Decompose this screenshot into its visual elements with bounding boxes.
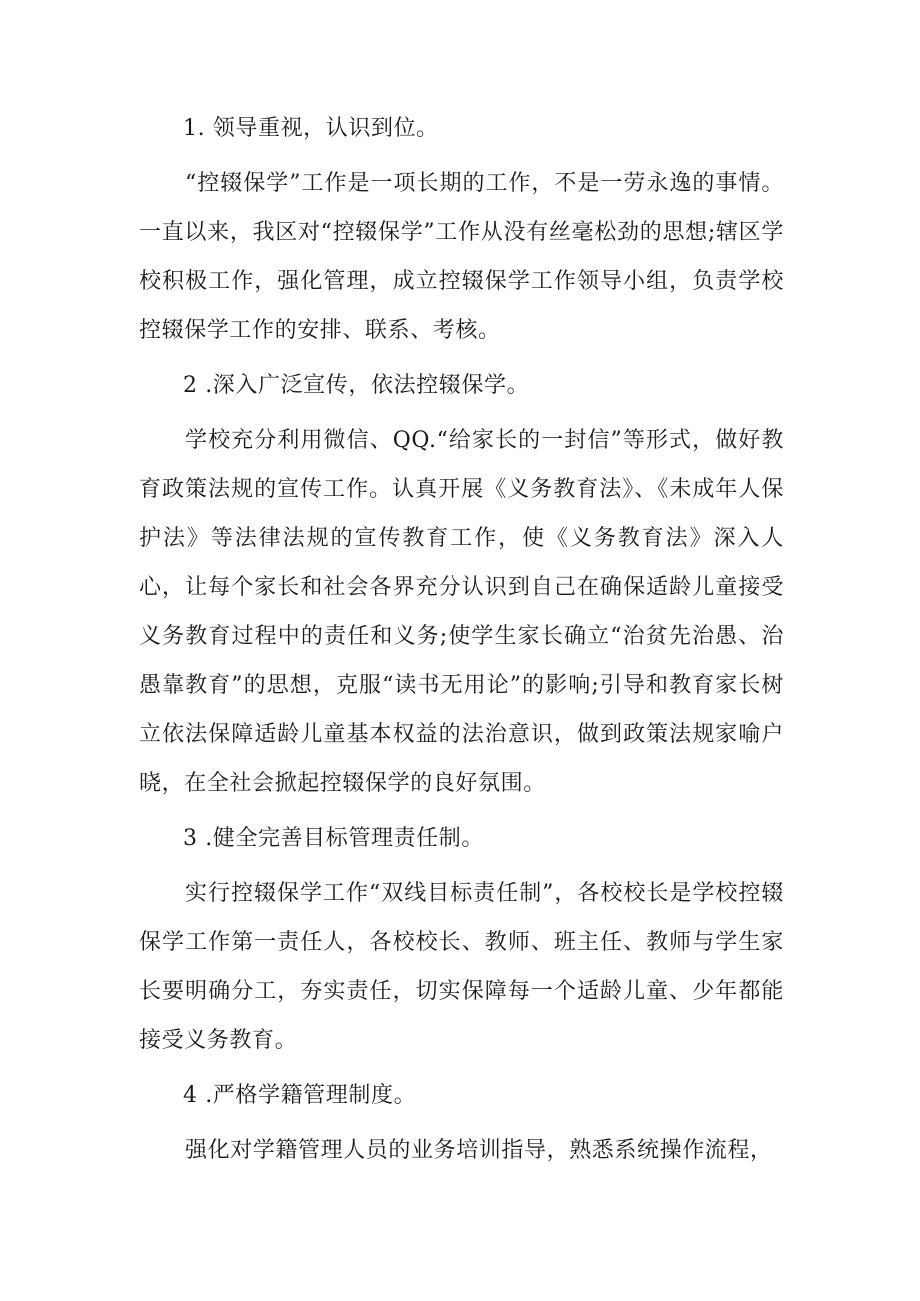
section-heading-3: 3 .健全完善目标管理责任制。 [183,826,484,851]
section-paragraph-4: 强化对学籍管理人员的业务培训指导，熟悉系统操作流程， [185,1138,773,1163]
section-heading-1: 1. 领导重视，认识到位。 [183,116,439,141]
section-paragraph-1: “控辍保学”工作是一项长期的工作，不是一劳永逸的事情。一直以来，我区对“控辍保学”工作从没有丝毫松劲的思想;辖区学校积极工作，强化管理，成立控辍保学工作领导小组，负责学校控辍保学工作的安排、联系、考核。 [139,171,784,343]
section-paragraph-3: 实行控辍保学工作“双线目标责任制”，各校校长是学校控辍保学工作第一责任人，各校校长、教师、班主任、教师与学生家长要明确分工，夯实责任，切实保障每一个适龄儿童、少年都能接受义务教育。 [139,881,784,1053]
section-heading-2: 2 .深入广泛宣传，依法控辍保学。 [183,373,530,398]
section-heading-4: 4 .严格学籍管理制度。 [183,1083,417,1108]
section-paragraph-2: 学校充分利用微信、QQ.“给家长的一封信”等形式，做好教育政策法规的宣传工作。认真开展《义务教育法》、《未成年人保护法》等法律法规的宣传教育工作，使《义务教育法》深入人心，让每个家长和社会各界充分认识到自己在确保适龄儿童接受义务教育过程中的责任和义务;使学生家长确立“治贫先治愚、治愚靠教育”的思想，克服“读书无用论”的影响;引导和教育家长树立依法保障适龄儿童基本权益的法治意识，做到政策法规家喻户晓，在全社会掀起控辍保学的良好氛围。 [139,428,784,796]
document-body [139,104,784,1175]
